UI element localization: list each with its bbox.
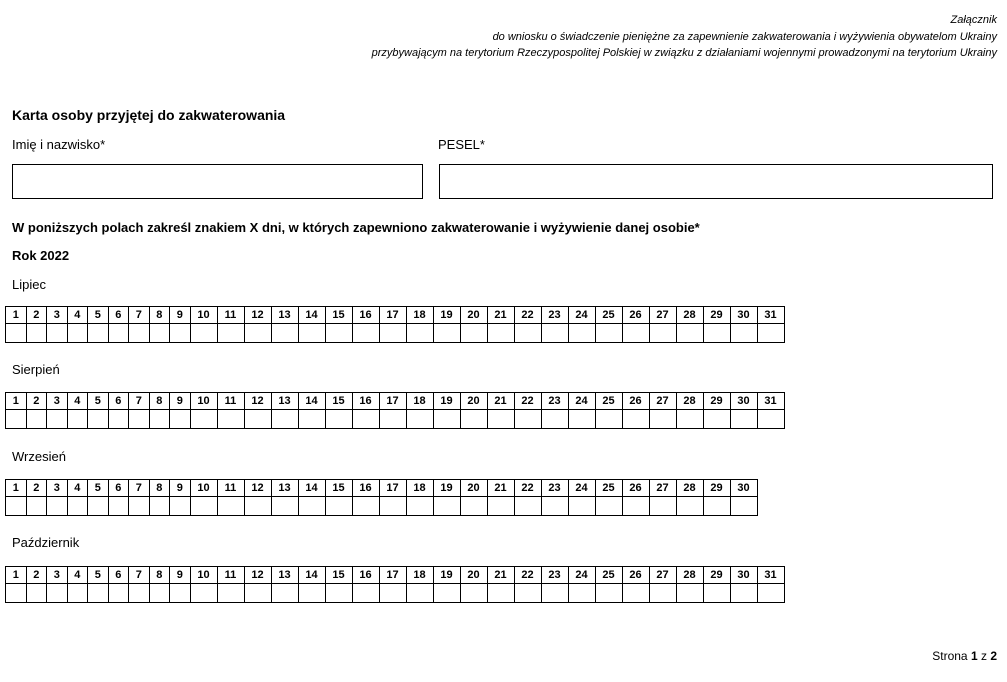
day-checkbox-cell[interactable] bbox=[514, 497, 541, 516]
day-checkbox-cell[interactable] bbox=[217, 497, 244, 516]
day-checkbox-cell[interactable] bbox=[541, 410, 568, 429]
day-number: 11 bbox=[217, 393, 244, 410]
day-number: 6 bbox=[108, 393, 129, 410]
day-checkbox-cell[interactable] bbox=[129, 584, 150, 603]
form-title: Karta osoby przyjętej do zakwaterowania bbox=[12, 107, 286, 123]
instruction-text: W poniższych polach zakreśl znakiem X dni, w których zapewniono zakwaterowanie i wyżywienie danej osobie* bbox=[12, 220, 700, 235]
day-number: 12 bbox=[244, 393, 271, 410]
day-checkbox-cell[interactable] bbox=[730, 584, 757, 603]
day-checkbox-cell[interactable] bbox=[88, 410, 109, 429]
day-number: 24 bbox=[568, 393, 595, 410]
day-number: 12 bbox=[244, 567, 271, 584]
day-number: 19 bbox=[433, 567, 460, 584]
day-checkbox-cell[interactable] bbox=[325, 497, 352, 516]
day-number: 7 bbox=[129, 567, 150, 584]
day-number: 10 bbox=[190, 480, 217, 497]
day-number: 31 bbox=[757, 307, 784, 324]
day-number: 3 bbox=[47, 567, 68, 584]
day-number: 10 bbox=[190, 393, 217, 410]
document-header bbox=[372, 12, 997, 62]
day-number: 20 bbox=[460, 480, 487, 497]
day-checkbox-cell[interactable] bbox=[649, 410, 676, 429]
day-checkbox-cell[interactable] bbox=[298, 497, 325, 516]
day-number: 3 bbox=[47, 393, 68, 410]
day-checkbox-cell[interactable] bbox=[244, 324, 271, 343]
day-number: 18 bbox=[406, 393, 433, 410]
page-separator: z bbox=[980, 649, 987, 663]
day-checkbox-cell[interactable] bbox=[676, 584, 703, 603]
day-number: 6 bbox=[108, 480, 129, 497]
day-number: 23 bbox=[541, 393, 568, 410]
day-checkbox-cell[interactable] bbox=[26, 410, 47, 429]
day-checkbox-cell[interactable] bbox=[541, 497, 568, 516]
day-number: 16 bbox=[352, 307, 379, 324]
day-number: 24 bbox=[568, 567, 595, 584]
day-checkbox-cell[interactable] bbox=[433, 324, 460, 343]
day-checkbox-cell[interactable] bbox=[47, 584, 68, 603]
day-number: 5 bbox=[88, 567, 109, 584]
day-checkbox-cell[interactable] bbox=[379, 410, 406, 429]
day-checkbox-cell[interactable] bbox=[108, 584, 129, 603]
day-checkbox-cell[interactable] bbox=[460, 497, 487, 516]
day-number: 8 bbox=[149, 480, 170, 497]
day-checkbox-cell[interactable] bbox=[88, 497, 109, 516]
day-number: 27 bbox=[649, 480, 676, 497]
header-attachment-label: Załącznik bbox=[950, 14, 997, 26]
day-number: 22 bbox=[514, 567, 541, 584]
day-checkbox-cell[interactable] bbox=[703, 324, 730, 343]
day-checkbox-cell[interactable] bbox=[514, 410, 541, 429]
day-number: 19 bbox=[433, 307, 460, 324]
day-checkbox-cell[interactable] bbox=[190, 497, 217, 516]
day-checkbox-cell[interactable] bbox=[88, 324, 109, 343]
day-checkbox-cell[interactable] bbox=[730, 497, 757, 516]
day-number: 26 bbox=[622, 393, 649, 410]
day-number: 9 bbox=[170, 393, 191, 410]
day-number: 15 bbox=[325, 480, 352, 497]
day-checkbox-cell[interactable] bbox=[325, 324, 352, 343]
day-number: 17 bbox=[379, 393, 406, 410]
day-number: 16 bbox=[352, 393, 379, 410]
day-checkbox-cell[interactable] bbox=[433, 584, 460, 603]
day-checkbox-cell[interactable] bbox=[67, 584, 88, 603]
day-checkbox-cell[interactable] bbox=[352, 497, 379, 516]
day-number: 23 bbox=[541, 480, 568, 497]
day-number: 28 bbox=[676, 480, 703, 497]
day-checkbox-cell[interactable] bbox=[149, 497, 170, 516]
month-day-grid bbox=[5, 566, 785, 603]
day-checkbox-cell[interactable] bbox=[622, 497, 649, 516]
day-checkbox-cell[interactable] bbox=[129, 410, 150, 429]
day-number: 20 bbox=[460, 393, 487, 410]
day-number: 17 bbox=[379, 567, 406, 584]
day-number: 29 bbox=[703, 307, 730, 324]
day-checkbox-cell[interactable] bbox=[129, 324, 150, 343]
day-checkbox-cell[interactable] bbox=[190, 324, 217, 343]
day-number: 27 bbox=[649, 307, 676, 324]
day-checkbox-cell[interactable] bbox=[595, 497, 622, 516]
day-checkbox-cell[interactable] bbox=[67, 497, 88, 516]
month-day-grid bbox=[5, 306, 785, 343]
day-number: 26 bbox=[622, 567, 649, 584]
day-checkbox-cell[interactable] bbox=[108, 410, 129, 429]
day-checkbox-cell[interactable] bbox=[433, 497, 460, 516]
day-checkbox-cell[interactable] bbox=[67, 410, 88, 429]
day-number: 13 bbox=[271, 393, 298, 410]
day-checkbox-cell[interactable] bbox=[379, 584, 406, 603]
day-number: 25 bbox=[595, 393, 622, 410]
day-number: 4 bbox=[67, 307, 88, 324]
day-checkbox-cell[interactable] bbox=[149, 410, 170, 429]
name-field[interactable] bbox=[12, 164, 423, 199]
day-checkbox-cell[interactable] bbox=[26, 497, 47, 516]
day-checkbox-cell[interactable] bbox=[649, 324, 676, 343]
day-checkbox-cell[interactable] bbox=[730, 324, 757, 343]
month-day-grid bbox=[5, 479, 758, 516]
day-checkbox-cell[interactable] bbox=[47, 497, 68, 516]
day-number: 6 bbox=[108, 567, 129, 584]
year-label: Rok 2022 bbox=[12, 248, 70, 263]
pesel-label: PESEL* bbox=[438, 137, 485, 152]
day-number: 2 bbox=[26, 567, 47, 584]
day-number: 4 bbox=[67, 567, 88, 584]
day-checkbox-cell[interactable] bbox=[460, 324, 487, 343]
day-number: 21 bbox=[487, 480, 514, 497]
day-number: 14 bbox=[298, 480, 325, 497]
day-number: 5 bbox=[88, 307, 109, 324]
day-number: 22 bbox=[514, 307, 541, 324]
day-checkbox-cell[interactable] bbox=[170, 410, 191, 429]
day-mark-row bbox=[6, 584, 785, 603]
day-checkbox-cell[interactable] bbox=[406, 410, 433, 429]
day-checkbox-cell[interactable] bbox=[757, 324, 784, 343]
day-number: 22 bbox=[514, 480, 541, 497]
day-checkbox-cell[interactable] bbox=[487, 324, 514, 343]
day-checkbox-cell[interactable] bbox=[170, 584, 191, 603]
day-number: 1 bbox=[6, 480, 27, 497]
day-checkbox-cell[interactable] bbox=[298, 584, 325, 603]
day-mark-row bbox=[6, 410, 785, 429]
day-number: 18 bbox=[406, 307, 433, 324]
day-checkbox-cell[interactable] bbox=[541, 324, 568, 343]
day-number: 15 bbox=[325, 567, 352, 584]
day-number: 7 bbox=[129, 480, 150, 497]
day-number: 24 bbox=[568, 307, 595, 324]
day-number: 21 bbox=[487, 307, 514, 324]
day-checkbox-cell[interactable] bbox=[149, 584, 170, 603]
day-number: 28 bbox=[676, 567, 703, 584]
day-number: 29 bbox=[703, 393, 730, 410]
day-checkbox-cell[interactable] bbox=[6, 324, 27, 343]
day-number: 9 bbox=[170, 307, 191, 324]
day-checkbox-cell[interactable] bbox=[129, 497, 150, 516]
day-checkbox-cell[interactable] bbox=[514, 584, 541, 603]
day-number: 7 bbox=[129, 307, 150, 324]
day-checkbox-cell[interactable] bbox=[244, 497, 271, 516]
day-number: 1 bbox=[6, 567, 27, 584]
day-checkbox-cell[interactable] bbox=[676, 497, 703, 516]
day-number: 10 bbox=[190, 307, 217, 324]
day-number: 23 bbox=[541, 567, 568, 584]
day-checkbox-cell[interactable] bbox=[460, 584, 487, 603]
day-number: 4 bbox=[67, 393, 88, 410]
page-current: 1 bbox=[970, 649, 978, 663]
day-number: 29 bbox=[703, 480, 730, 497]
day-number: 22 bbox=[514, 393, 541, 410]
day-number: 30 bbox=[730, 480, 757, 497]
day-number: 30 bbox=[730, 567, 757, 584]
day-number: 15 bbox=[325, 393, 352, 410]
day-checkbox-cell[interactable] bbox=[595, 410, 622, 429]
day-checkbox-cell[interactable] bbox=[26, 584, 47, 603]
day-checkbox-cell[interactable] bbox=[757, 410, 784, 429]
day-checkbox-cell[interactable] bbox=[26, 324, 47, 343]
day-number: 6 bbox=[108, 307, 129, 324]
day-number: 1 bbox=[6, 307, 27, 324]
day-number: 13 bbox=[271, 307, 298, 324]
month-label: Lipiec bbox=[12, 277, 46, 292]
day-number: 7 bbox=[129, 393, 150, 410]
day-number: 9 bbox=[170, 567, 191, 584]
day-checkbox-cell[interactable] bbox=[149, 324, 170, 343]
day-number: 8 bbox=[149, 567, 170, 584]
month-label: Wrzesień bbox=[12, 449, 66, 464]
day-number: 28 bbox=[676, 393, 703, 410]
day-number: 20 bbox=[460, 567, 487, 584]
header-line-3: przybywającym na terytorium Rzeczypospolitej Polskiej w związku z działaniami wojennymi prowadzonymi na terytorium Ukrainy bbox=[371, 47, 997, 59]
day-checkbox-cell[interactable] bbox=[460, 410, 487, 429]
day-checkbox-cell[interactable] bbox=[6, 584, 27, 603]
day-checkbox-cell[interactable] bbox=[541, 584, 568, 603]
day-number: 23 bbox=[541, 307, 568, 324]
day-checkbox-cell[interactable] bbox=[379, 324, 406, 343]
day-checkbox-cell[interactable] bbox=[595, 584, 622, 603]
day-checkbox-cell[interactable] bbox=[170, 497, 191, 516]
day-checkbox-cell[interactable] bbox=[244, 410, 271, 429]
page-footer bbox=[932, 649, 997, 663]
day-number: 24 bbox=[568, 480, 595, 497]
day-number: 10 bbox=[190, 567, 217, 584]
day-checkbox-cell[interactable] bbox=[190, 584, 217, 603]
day-checkbox-cell[interactable] bbox=[352, 584, 379, 603]
day-number: 31 bbox=[757, 567, 784, 584]
day-checkbox-cell[interactable] bbox=[67, 324, 88, 343]
day-checkbox-cell[interactable] bbox=[487, 497, 514, 516]
day-checkbox-cell[interactable] bbox=[6, 410, 27, 429]
day-checkbox-cell[interactable] bbox=[108, 497, 129, 516]
name-label: Imię i nazwisko* bbox=[12, 137, 106, 152]
day-number: 19 bbox=[433, 480, 460, 497]
day-checkbox-cell[interactable] bbox=[271, 324, 298, 343]
day-number: 5 bbox=[88, 480, 109, 497]
day-checkbox-cell[interactable] bbox=[47, 324, 68, 343]
day-checkbox-cell[interactable] bbox=[730, 410, 757, 429]
day-checkbox-cell[interactable] bbox=[170, 324, 191, 343]
day-mark-row bbox=[6, 324, 785, 343]
header-line-2: do wniosku o świadczenie pieniężne za zapewnienie zakwaterowania i wyżywienia obywatelom Ukrainy bbox=[492, 30, 997, 43]
day-number-row bbox=[6, 567, 785, 584]
day-checkbox-cell[interactable] bbox=[568, 410, 595, 429]
day-checkbox-cell[interactable] bbox=[325, 584, 352, 603]
day-number: 20 bbox=[460, 307, 487, 324]
page-prefix: Strona bbox=[932, 649, 968, 663]
day-number: 8 bbox=[149, 307, 170, 324]
day-checkbox-cell[interactable] bbox=[298, 324, 325, 343]
day-checkbox-cell[interactable] bbox=[406, 497, 433, 516]
day-number: 13 bbox=[271, 567, 298, 584]
day-checkbox-cell[interactable] bbox=[271, 584, 298, 603]
day-number: 19 bbox=[433, 393, 460, 410]
day-number: 21 bbox=[487, 567, 514, 584]
day-number: 12 bbox=[244, 480, 271, 497]
day-checkbox-cell[interactable] bbox=[487, 410, 514, 429]
day-number: 11 bbox=[217, 307, 244, 324]
day-number: 25 bbox=[595, 307, 622, 324]
month-label: Październik bbox=[12, 535, 80, 550]
day-checkbox-cell[interactable] bbox=[190, 410, 217, 429]
day-number: 16 bbox=[352, 480, 379, 497]
day-checkbox-cell[interactable] bbox=[244, 584, 271, 603]
day-checkbox-cell[interactable] bbox=[298, 410, 325, 429]
day-number: 27 bbox=[649, 393, 676, 410]
day-number: 31 bbox=[757, 393, 784, 410]
day-number: 2 bbox=[26, 393, 47, 410]
day-number: 26 bbox=[622, 480, 649, 497]
day-checkbox-cell[interactable] bbox=[568, 584, 595, 603]
day-number: 27 bbox=[649, 567, 676, 584]
day-checkbox-cell[interactable] bbox=[217, 324, 244, 343]
day-checkbox-cell[interactable] bbox=[352, 324, 379, 343]
day-checkbox-cell[interactable] bbox=[433, 410, 460, 429]
day-checkbox-cell[interactable] bbox=[757, 584, 784, 603]
day-checkbox-cell[interactable] bbox=[568, 324, 595, 343]
day-checkbox-cell[interactable] bbox=[487, 584, 514, 603]
day-checkbox-cell[interactable] bbox=[379, 497, 406, 516]
day-checkbox-cell[interactable] bbox=[514, 324, 541, 343]
day-checkbox-cell[interactable] bbox=[703, 497, 730, 516]
day-number: 2 bbox=[26, 307, 47, 324]
day-checkbox-cell[interactable] bbox=[676, 410, 703, 429]
day-checkbox-cell[interactable] bbox=[703, 584, 730, 603]
day-number-row bbox=[6, 393, 785, 410]
day-number: 30 bbox=[730, 393, 757, 410]
day-number: 29 bbox=[703, 567, 730, 584]
day-number-row bbox=[6, 480, 758, 497]
day-number: 3 bbox=[47, 480, 68, 497]
day-number: 26 bbox=[622, 307, 649, 324]
day-checkbox-cell[interactable] bbox=[6, 497, 27, 516]
day-checkbox-cell[interactable] bbox=[406, 324, 433, 343]
day-checkbox-cell[interactable] bbox=[47, 410, 68, 429]
day-number: 17 bbox=[379, 307, 406, 324]
day-number: 18 bbox=[406, 480, 433, 497]
day-number-row bbox=[6, 307, 785, 324]
day-number: 2 bbox=[26, 480, 47, 497]
day-checkbox-cell[interactable] bbox=[676, 324, 703, 343]
day-number: 17 bbox=[379, 480, 406, 497]
day-checkbox-cell[interactable] bbox=[88, 584, 109, 603]
day-checkbox-cell[interactable] bbox=[703, 410, 730, 429]
month-label: Sierpień bbox=[12, 362, 60, 377]
day-number: 11 bbox=[217, 480, 244, 497]
day-checkbox-cell[interactable] bbox=[271, 410, 298, 429]
day-checkbox-cell[interactable] bbox=[271, 497, 298, 516]
day-checkbox-cell[interactable] bbox=[622, 584, 649, 603]
day-number: 28 bbox=[676, 307, 703, 324]
day-checkbox-cell[interactable] bbox=[595, 324, 622, 343]
day-mark-row bbox=[6, 497, 758, 516]
day-number: 4 bbox=[67, 480, 88, 497]
day-number: 14 bbox=[298, 393, 325, 410]
day-checkbox-cell[interactable] bbox=[622, 410, 649, 429]
day-number: 11 bbox=[217, 567, 244, 584]
day-number: 15 bbox=[325, 307, 352, 324]
page-total: 2 bbox=[990, 649, 997, 663]
day-number: 16 bbox=[352, 567, 379, 584]
day-number: 9 bbox=[170, 480, 191, 497]
day-checkbox-cell[interactable] bbox=[352, 410, 379, 429]
day-number: 13 bbox=[271, 480, 298, 497]
day-number: 14 bbox=[298, 307, 325, 324]
day-number: 25 bbox=[595, 480, 622, 497]
day-checkbox-cell[interactable] bbox=[325, 410, 352, 429]
day-number: 5 bbox=[88, 393, 109, 410]
day-number: 3 bbox=[47, 307, 68, 324]
month-day-grid bbox=[5, 392, 785, 429]
day-checkbox-cell[interactable] bbox=[217, 410, 244, 429]
day-number: 14 bbox=[298, 567, 325, 584]
day-checkbox-cell[interactable] bbox=[568, 497, 595, 516]
day-number: 30 bbox=[730, 307, 757, 324]
day-checkbox-cell[interactable] bbox=[217, 584, 244, 603]
day-checkbox-cell[interactable] bbox=[649, 497, 676, 516]
day-number: 18 bbox=[406, 567, 433, 584]
day-number: 1 bbox=[6, 393, 27, 410]
day-number: 12 bbox=[244, 307, 271, 324]
day-number: 25 bbox=[595, 567, 622, 584]
day-number: 8 bbox=[149, 393, 170, 410]
day-checkbox-cell[interactable] bbox=[649, 584, 676, 603]
pesel-field[interactable] bbox=[439, 164, 993, 199]
day-checkbox-cell[interactable] bbox=[108, 324, 129, 343]
day-number: 21 bbox=[487, 393, 514, 410]
day-checkbox-cell[interactable] bbox=[406, 584, 433, 603]
day-checkbox-cell[interactable] bbox=[622, 324, 649, 343]
